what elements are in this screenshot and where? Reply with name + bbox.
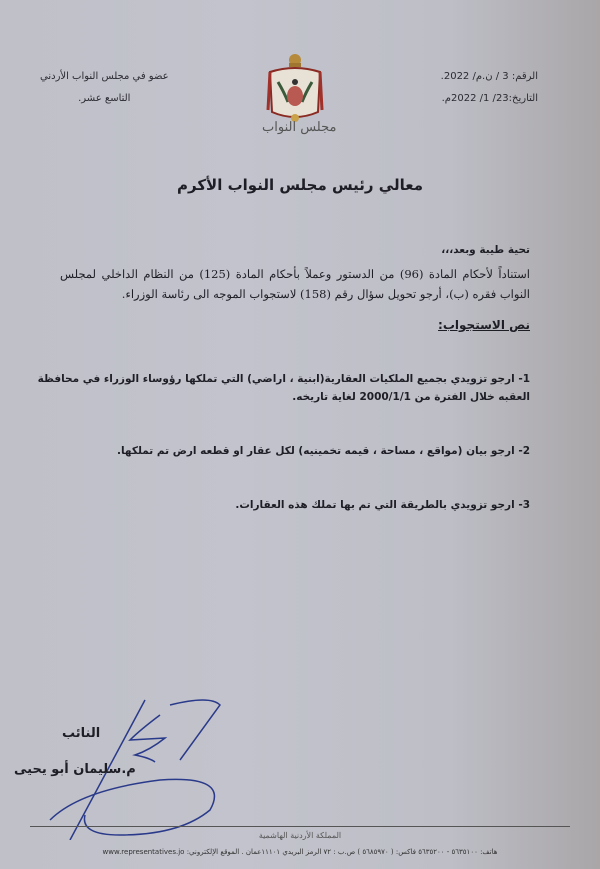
reference-number: الرقم: 3 / ن.م/ 2022. xyxy=(440,71,538,82)
letter-date: التاريخ:23/ 1/ 2022م. xyxy=(441,93,538,104)
interpellation-item-2: 2- ارجو بيان (مواقع ، مساحة ، قيمه تخمينيه) لكل عقار او قطعه ارض تم تملكها. xyxy=(117,445,530,457)
section-title: نص الاستجواب: xyxy=(438,318,530,332)
reference-block xyxy=(441,66,538,110)
greeting: تحية طيبة وبعد،،، xyxy=(441,244,530,256)
addressee: معالي رئيس مجلس النواب الأكرم xyxy=(177,176,423,194)
signatory-title: النائب xyxy=(62,726,101,741)
footer-kingdom: المملكة الأردنية الهاشمية xyxy=(258,831,342,840)
signatory-name: م.سليمان أبو يحيى xyxy=(14,762,136,777)
member-block xyxy=(40,66,169,110)
jordan-coat-of-arms-icon xyxy=(264,52,326,130)
interpellation-item-3: 3- ارجو تزويدي بالطريقة التي تم بها تملك هذه العقارات. xyxy=(235,499,530,511)
footer-contact: هاتف: ٥٦٣٥١٠٠ - ٥٦٣٥٢٠٠ فاكس: ( ٥٦٨٥٩٧٠ ) ص.ب : ٧٢ الرمز البريدي ١١١٠١عمان . الموقع الإلكتروني: www.representatives.jo xyxy=(102,848,498,856)
council-name-script: مجلس النواب xyxy=(262,120,337,135)
intro-paragraph: استناداً لأحكام المادة (96) من الدستور وعملاً بأحكام المادة (125) من النظام الداخلي لمجلس النواب فقره (ب)، أرجو تحويل سؤال رقم (158) لاستجواب الموجه الى رئاسة الوزراء. xyxy=(60,267,531,301)
member-line-1: عضو في مجلس النواب الأردني xyxy=(40,71,169,82)
interpellation-item-1: 1- ارجو تزويدي بجميع الملكيات العقارية(ابنية ، اراضي) التي تملكها رؤوساء الوزراء في محافظة العقبه خلال الفترة من 2000/1/1 لغاية تاريخه. xyxy=(37,373,530,403)
footer-divider xyxy=(30,826,570,827)
member-line-2: التاسع عشر. xyxy=(78,93,131,104)
